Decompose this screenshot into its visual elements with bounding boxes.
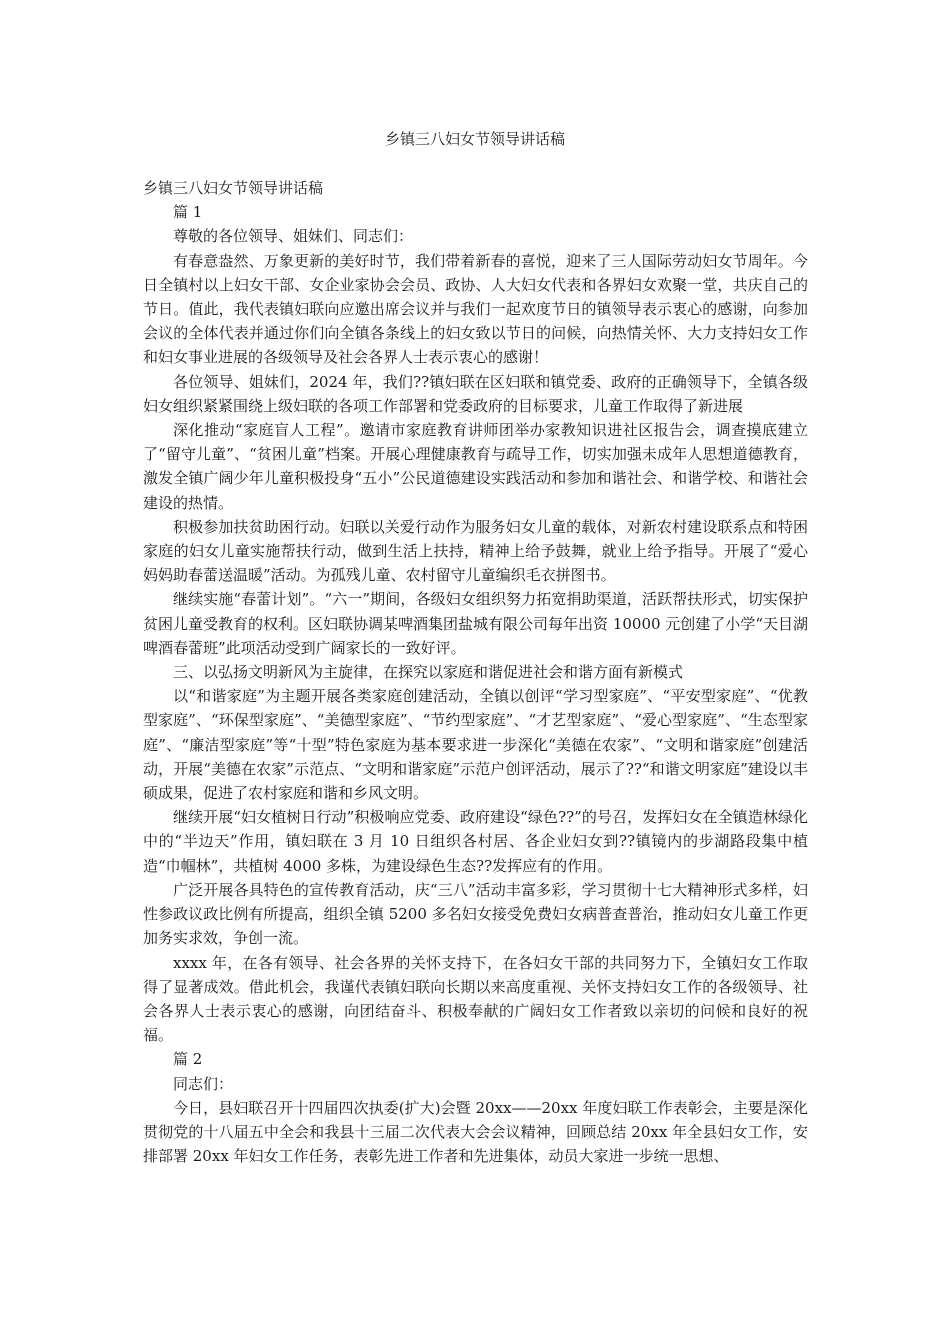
- paragraph: 广泛开展各具特色的宣传教育活动，庆“三八”活动丰富多彩，学习贯彻十七大精神形式多样，妇性参政议政比例有所提高，组织全镇 5200 多名妇女接受免费妇女病普查普治，推动妇女儿童工作更加务实求效，争创一流。: [143, 880, 808, 948]
- paragraph: 积极参加扶贫助困行动。妇联以关爱行动作为服务妇女儿童的载体，对新农村建设联系点和特困家庭的妇女儿童实施帮扶行动，做到生活上扶持，精神上给予鼓舞，就业上给予指导。开展了“爱心妈妈助春蕾送温暖”活动。为孤残儿童、农村留守儿童编织毛衣拼图书。: [143, 517, 808, 585]
- paragraph: 篇 2: [173, 1050, 203, 1069]
- paragraph: 以“和谐家庭”为主题开展各类家庭创建活动，全镇以创评“学习型家庭”、“平安型家庭”、“优教型家庭”、“环保型家庭”、“美德型家庭”、“节约型家庭”、“才艺型家庭”、“爱心型家庭”、“生态型家庭”、“廉洁型家庭”等“十型”特色家庭为基本要求进一步深化“美德在农家”、“文明和谐家庭”创建活动，开展“美德在农家”示范点、“文明和谐家庭”示范户创评活动，展示了??“和谐文明家庭”建设以丰硕成果，促进了农村家庭和谐和乡风文明。: [143, 687, 808, 803]
- document-body: [143, 176, 808, 1168]
- paragraph: 同志们：: [173, 1074, 234, 1093]
- paragraph: 继续实施“春蕾计划”。“六一”期间，各级妇女组织努力拓宽捐助渠道，活跃帮扶形式，切实保护贫困儿童受教育的权利。区妇联协调某啤酒集团盐城有限公司每年出资 10000 元创建了小学“天目湖啤酒春蕾班”此项活动受到广阔家长的一致好评。: [143, 590, 808, 657]
- paragraph: 有春意盎然、万象更新的美好时节，我们带着新春的喜悦，迎来了三人国际劳动妇女节周年。今日全镇村以上妇女干部、女企业家协会会员、政协、人大妇女代表和各界妇女欢聚一堂，共庆自己的节日。值此，我代表镇妇联向应邀出席会议并与我们一起欢度节日的镇领导表示衷心的感谢，向参加会议的全体代表并通过你们向全镇各条线上的妇女致以节日的问候，向热情关怀、大力支持妇女工作和妇女事业进展的各级领导及社会各界人士表示衷心的感谢！: [143, 251, 808, 367]
- paragraph: 各位领导、姐妹们，2024 年，我们??镇妇联在区妇联和镇党委、政府的正确领导下，全镇各级妇女组织紧紧围绕上级妇联的各项工作部署和党委政府的目标要求，儿童工作取得了新进展: [143, 372, 808, 415]
- paragraph: 乡镇三八妇女节领导讲话稿: [143, 179, 324, 197]
- paragraph: 继续开展“妇女植树日行动”积极响应党委、政府建设“绿色??”的号召，发挥妇女在全镇造林绿化中的“半边天”作用，镇妇联在 3 月 10 日组织各村居、各企业妇女到??镇镜内的步湖路段集中植造“巾帼林”，共植树 4000 多株，为建设绿色生态??发挥应有的作用。: [143, 808, 808, 875]
- paragraph: 三、以弘扬文明新风为主旋律，在探究以家庭和谐促进社会和谐方面有新模式: [173, 663, 684, 682]
- paragraph: 篇 1: [173, 203, 203, 222]
- paragraph: xxxx 年，在各有领导、社会各界的关怀支持下，在各妇女干部的共同努力下，全镇妇女工作取得了显著成效。借此机会，我谨代表镇妇联向长期以来高度重视、关怀支持妇女工作的各级领导、社会各界人士表示衷心的感谢，向团结奋斗、积极奉献的广阔妇女工作者致以亲切的问候和良好的祝福。: [143, 953, 808, 1045]
- paragraph: 今日，县妇联召开十四届四次执委(扩大)会暨 20xx——20xx 年度妇联工作表彰会，主要是深化贯彻党的十八届五中全会和我县十三届二次代表大会会议精神，回顾总结 20xx 年全县妇女工作，安排部署 20xx 年妇女工作任务，表彰先进工作者和先进集体，动员大家进一步统一思想、: [143, 1098, 808, 1166]
- document-title: 乡镇三八妇女节领导讲话稿: [384, 130, 565, 148]
- paragraph: 深化推动“家庭盲人工程”。邀请市家庭教育讲师团举办家教知识进社区报告会，调查摸底建立了“留守儿童”、“贫困儿童”档案。开展心理健康教育与疏导工作，切实加强未成年人思想道德教育，激发全镇广阔少年儿童积极投身“五小”公民道德建设实践活动和参加和谐社会、和谐学校、和谐社会建设的热情。: [143, 421, 808, 512]
- paragraph: 尊敬的各位领导、姐妹们、同志们：: [173, 227, 414, 246]
